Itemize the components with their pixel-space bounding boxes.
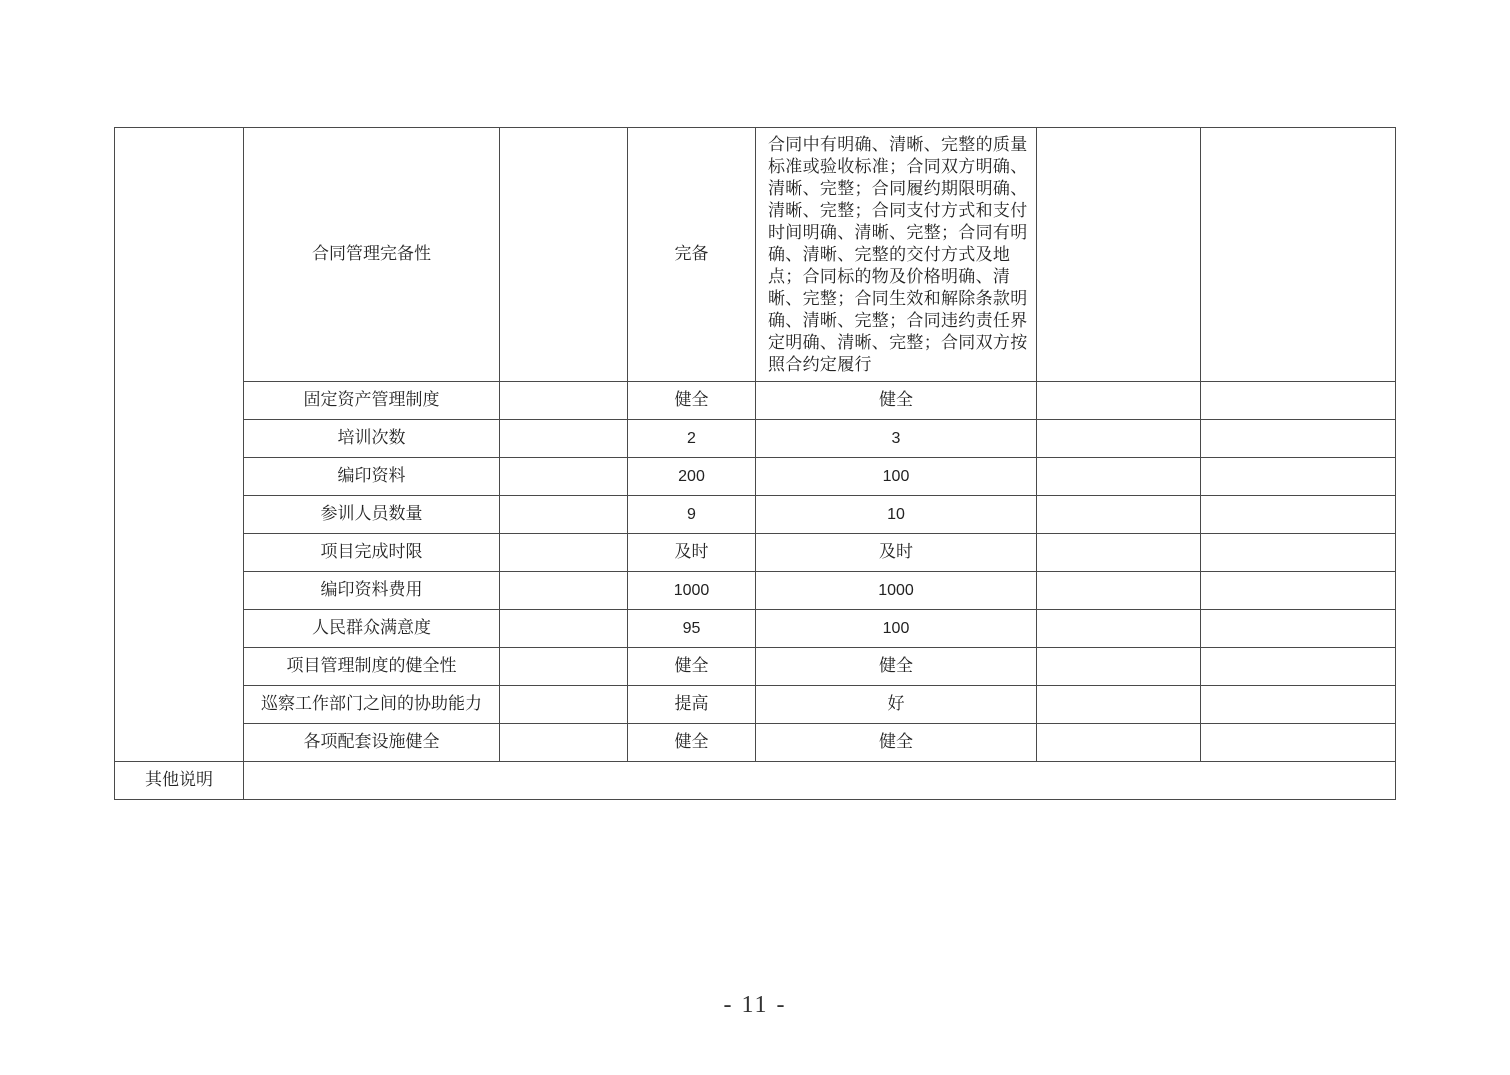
table-row: [115, 496, 1396, 534]
indicator-name-cell: 各项配套设施健全: [244, 724, 500, 762]
blank-cell: [500, 534, 628, 572]
blank-cell: [500, 572, 628, 610]
performance-indicator-table: [114, 127, 1396, 800]
indicator-name-cell: 培训次数: [244, 420, 500, 458]
score-cell: [1037, 382, 1201, 420]
target-value-cell: 健全: [628, 382, 756, 420]
blank-cell: [500, 610, 628, 648]
table-row: [115, 572, 1396, 610]
blank-cell: [500, 724, 628, 762]
actual-value-cell: 3: [756, 420, 1037, 458]
indicator-name-cell: 巡察工作部门之间的协助能力: [244, 686, 500, 724]
table-row: [115, 610, 1396, 648]
target-value-cell: 2: [628, 420, 756, 458]
score-cell: [1037, 420, 1201, 458]
score-cell: [1037, 686, 1201, 724]
blank-cell: [500, 458, 628, 496]
blank-cell: [500, 686, 628, 724]
target-value-cell: 健全: [628, 724, 756, 762]
target-value-cell: 健全: [628, 648, 756, 686]
indicator-name-cell: 项目完成时限: [244, 534, 500, 572]
remark-cell: [1201, 534, 1396, 572]
actual-value-cell: 1000: [756, 572, 1037, 610]
table-row: [115, 686, 1396, 724]
target-value-cell: 9: [628, 496, 756, 534]
actual-value-cell: 100: [756, 458, 1037, 496]
table-row: [115, 648, 1396, 686]
score-cell: [1037, 648, 1201, 686]
score-cell: [1037, 534, 1201, 572]
actual-value-cell: 健全: [756, 648, 1037, 686]
actual-value-cell: 100: [756, 610, 1037, 648]
blank-cell: [500, 420, 628, 458]
indicator-name-cell: 项目管理制度的健全性: [244, 648, 500, 686]
score-cell: [1037, 458, 1201, 496]
remark-cell: [1201, 458, 1396, 496]
table-row: [115, 534, 1396, 572]
indicator-name-cell: 固定资产管理制度: [244, 382, 500, 420]
target-value-cell: 200: [628, 458, 756, 496]
score-cell: [1037, 724, 1201, 762]
page-number: - 11 -: [723, 992, 787, 1018]
remark-cell: [1201, 382, 1396, 420]
score-cell: [1037, 610, 1201, 648]
table-row: [115, 420, 1396, 458]
indicator-name-cell: 编印资料费用: [244, 572, 500, 610]
table-row: [115, 382, 1396, 420]
indicator-name-cell: 编印资料: [244, 458, 500, 496]
actual-value-cell: 好: [756, 686, 1037, 724]
remark-cell: [1201, 496, 1396, 534]
target-value-cell: 及时: [628, 534, 756, 572]
other-notes-value: [244, 762, 1396, 800]
remark-cell: [1201, 648, 1396, 686]
score-cell: [1037, 496, 1201, 534]
target-value-cell: 完备: [628, 128, 756, 382]
remark-cell: [1201, 572, 1396, 610]
blank-cell: [500, 128, 628, 382]
target-value-cell: 1000: [628, 572, 756, 610]
target-value-cell: 95: [628, 610, 756, 648]
indicator-name-cell: 参训人员数量: [244, 496, 500, 534]
indicator-name-cell: 人民群众满意度: [244, 610, 500, 648]
remark-cell: [1201, 686, 1396, 724]
table-row: [115, 128, 1396, 382]
score-cell: [1037, 572, 1201, 610]
actual-value-cell: 健全: [756, 382, 1037, 420]
table-row: [115, 458, 1396, 496]
actual-value-cell: [756, 128, 1037, 382]
actual-value-cell: 10: [756, 496, 1037, 534]
score-cell: [1037, 128, 1201, 382]
other-notes-row: [115, 762, 1396, 800]
blank-cell: [500, 648, 628, 686]
blank-cell: [500, 382, 628, 420]
remark-cell: [1201, 610, 1396, 648]
target-value-cell: 提高: [628, 686, 756, 724]
category-cell: [115, 128, 244, 762]
remark-cell: [1201, 420, 1396, 458]
actual-value-cell: 健全: [756, 724, 1037, 762]
table-row: [115, 724, 1396, 762]
indicator-name-cell: 合同管理完备性: [244, 128, 500, 382]
remark-cell: [1201, 724, 1396, 762]
actual-value-text: 合同中有明确、清晰、完整的质量标准或验收标准；合同双方明确、清晰、完整；合同履约期限明确、清晰、完整；合同支付方式和支付时间明确、清晰、完整；合同有明确、清晰、完整的交付方式及地点；合同标的物及价格明确、清晰、完整；合同生效和解除条款明确、清晰、完整；合同违约责任界定明确、清晰、完整；合同双方按照合约定履行: [768, 134, 1028, 375]
remark-cell: [1201, 128, 1396, 382]
other-notes-label: 其他说明: [115, 762, 244, 800]
actual-value-cell: 及时: [756, 534, 1037, 572]
blank-cell: [500, 496, 628, 534]
